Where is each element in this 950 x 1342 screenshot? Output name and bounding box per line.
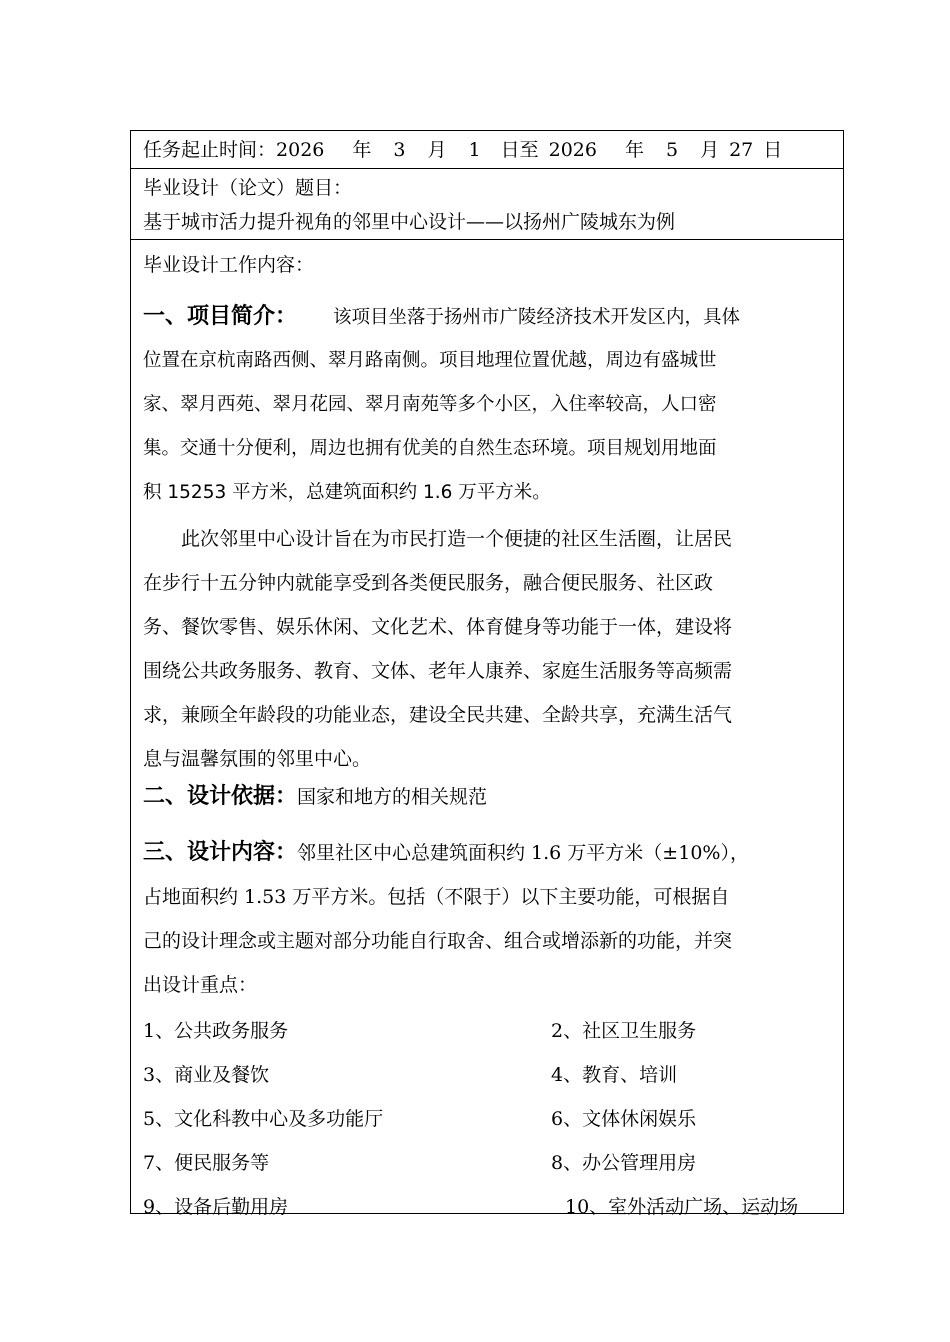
function-item: 6、文体休闲娱乐 [551, 1108, 697, 1130]
section3-line-1 [143, 842, 749, 864]
paragraph2-line-2: 在步行十五分钟内就能享受到各类便民服务，融合便民服务、社区政 [143, 572, 714, 594]
start-year-char: 年 [352, 139, 372, 161]
section2-text: 国家和地方的相关规范 [297, 786, 488, 808]
paragraph2-line-1: 此次邻里中心设计旨在为市民打造一个便捷的社区生活圈，让居民 [181, 528, 733, 550]
section1-line-1 [143, 306, 740, 329]
end-month: 5 [665, 139, 679, 161]
paragraph2-line-6: 息与温馨氛围的邻里中心。 [143, 748, 372, 770]
end-month-char: 月 [700, 139, 720, 161]
section3-line-4: 出设计重点： [143, 974, 258, 996]
section1-line-3: 家、翠月西苑、翠月花园、翠月南苑等多个小区，入住率较高，人口密 [143, 394, 717, 415]
function-item: 7、便民服务等 [143, 1152, 270, 1174]
section1-line-4: 集。交通十分便利，周边也拥有优美的自然生态环境。项目规划用地面 [143, 438, 717, 459]
function-item: 8、办公管理用房 [551, 1152, 697, 1174]
work-content-label: 毕业设计工作内容： [143, 254, 315, 276]
title-label: 毕业设计（论文）题目： [143, 177, 353, 199]
function-item: 9、设备后勤用房 [143, 1196, 289, 1218]
section3-line-2: 占地面积约 1.53 万平方米。包括（不限于）以下主要功能，可根据自 [143, 886, 730, 908]
title-row [131, 169, 843, 240]
day-to: 日至 [500, 139, 539, 161]
section2-heading: 二、设计依据： [143, 784, 298, 809]
start-day: 1 [468, 139, 481, 161]
function-item: 10、室外活动广场、运动场 [565, 1196, 799, 1218]
section2-line [143, 786, 487, 808]
section1-heading: 一、项目简介： [143, 304, 298, 329]
start-month-char: 月 [427, 139, 447, 161]
section1-line-5: 积 15253 平方米，总建筑面积约 1.6 万平方米。 [143, 482, 551, 503]
work-content-row [131, 240, 843, 1218]
function-item: 2、社区卫生服务 [551, 1020, 697, 1042]
task-time-label: 任务起止时间： [143, 139, 277, 161]
section3-line-3: 己的设计理念或主题对部分功能自行取舍、组合或增添新的功能，并突 [143, 930, 733, 952]
end-day-char: 日 [763, 139, 783, 161]
section1-text-1: 该项目坐落于扬州市广陵经济技术开发区内，具体 [333, 307, 741, 328]
function-item: 1、公共政务服务 [143, 1020, 289, 1042]
paragraph2-line-4: 围绕公共政务服务、教育、文体、老年人康养、家庭生活服务等高频需 [143, 660, 733, 682]
section3-text-1: 邻里社区中心总建筑面积约 1.6 万平方米（±10%）， [297, 842, 749, 864]
task-time-line [143, 139, 782, 161]
function-item: 4、教育、培训 [551, 1064, 678, 1086]
start-month: 3 [393, 139, 406, 161]
paragraph2-line-5: 求，兼顾全年龄段的功能业态，建设全民共建、全龄共享，充满生活气 [143, 704, 733, 726]
end-day: 27 [729, 139, 754, 161]
end-year-char: 年 [624, 139, 644, 161]
start-year: 2026 [276, 139, 325, 161]
function-item: 5、文化科教中心及多功能厅 [143, 1108, 384, 1130]
function-item: 3、商业及餐饮 [143, 1064, 270, 1086]
paragraph2-line-3: 务、餐饮零售、娱乐休闲、文化艺术、体育健身等功能于一体，建设将 [143, 616, 733, 638]
section3-heading: 三、设计内容： [143, 840, 298, 865]
end-year: 2026 [548, 139, 597, 161]
task-time-row [131, 131, 843, 169]
section1-line-2: 位置在京杭南路西侧、翠月路南侧。项目地理位置优越，周边有盛城世 [143, 350, 717, 371]
task-form-table [130, 130, 844, 1218]
thesis-title: 基于城市活力提升视角的邻里中心设计——以扬州广陵城东为例 [143, 211, 676, 233]
